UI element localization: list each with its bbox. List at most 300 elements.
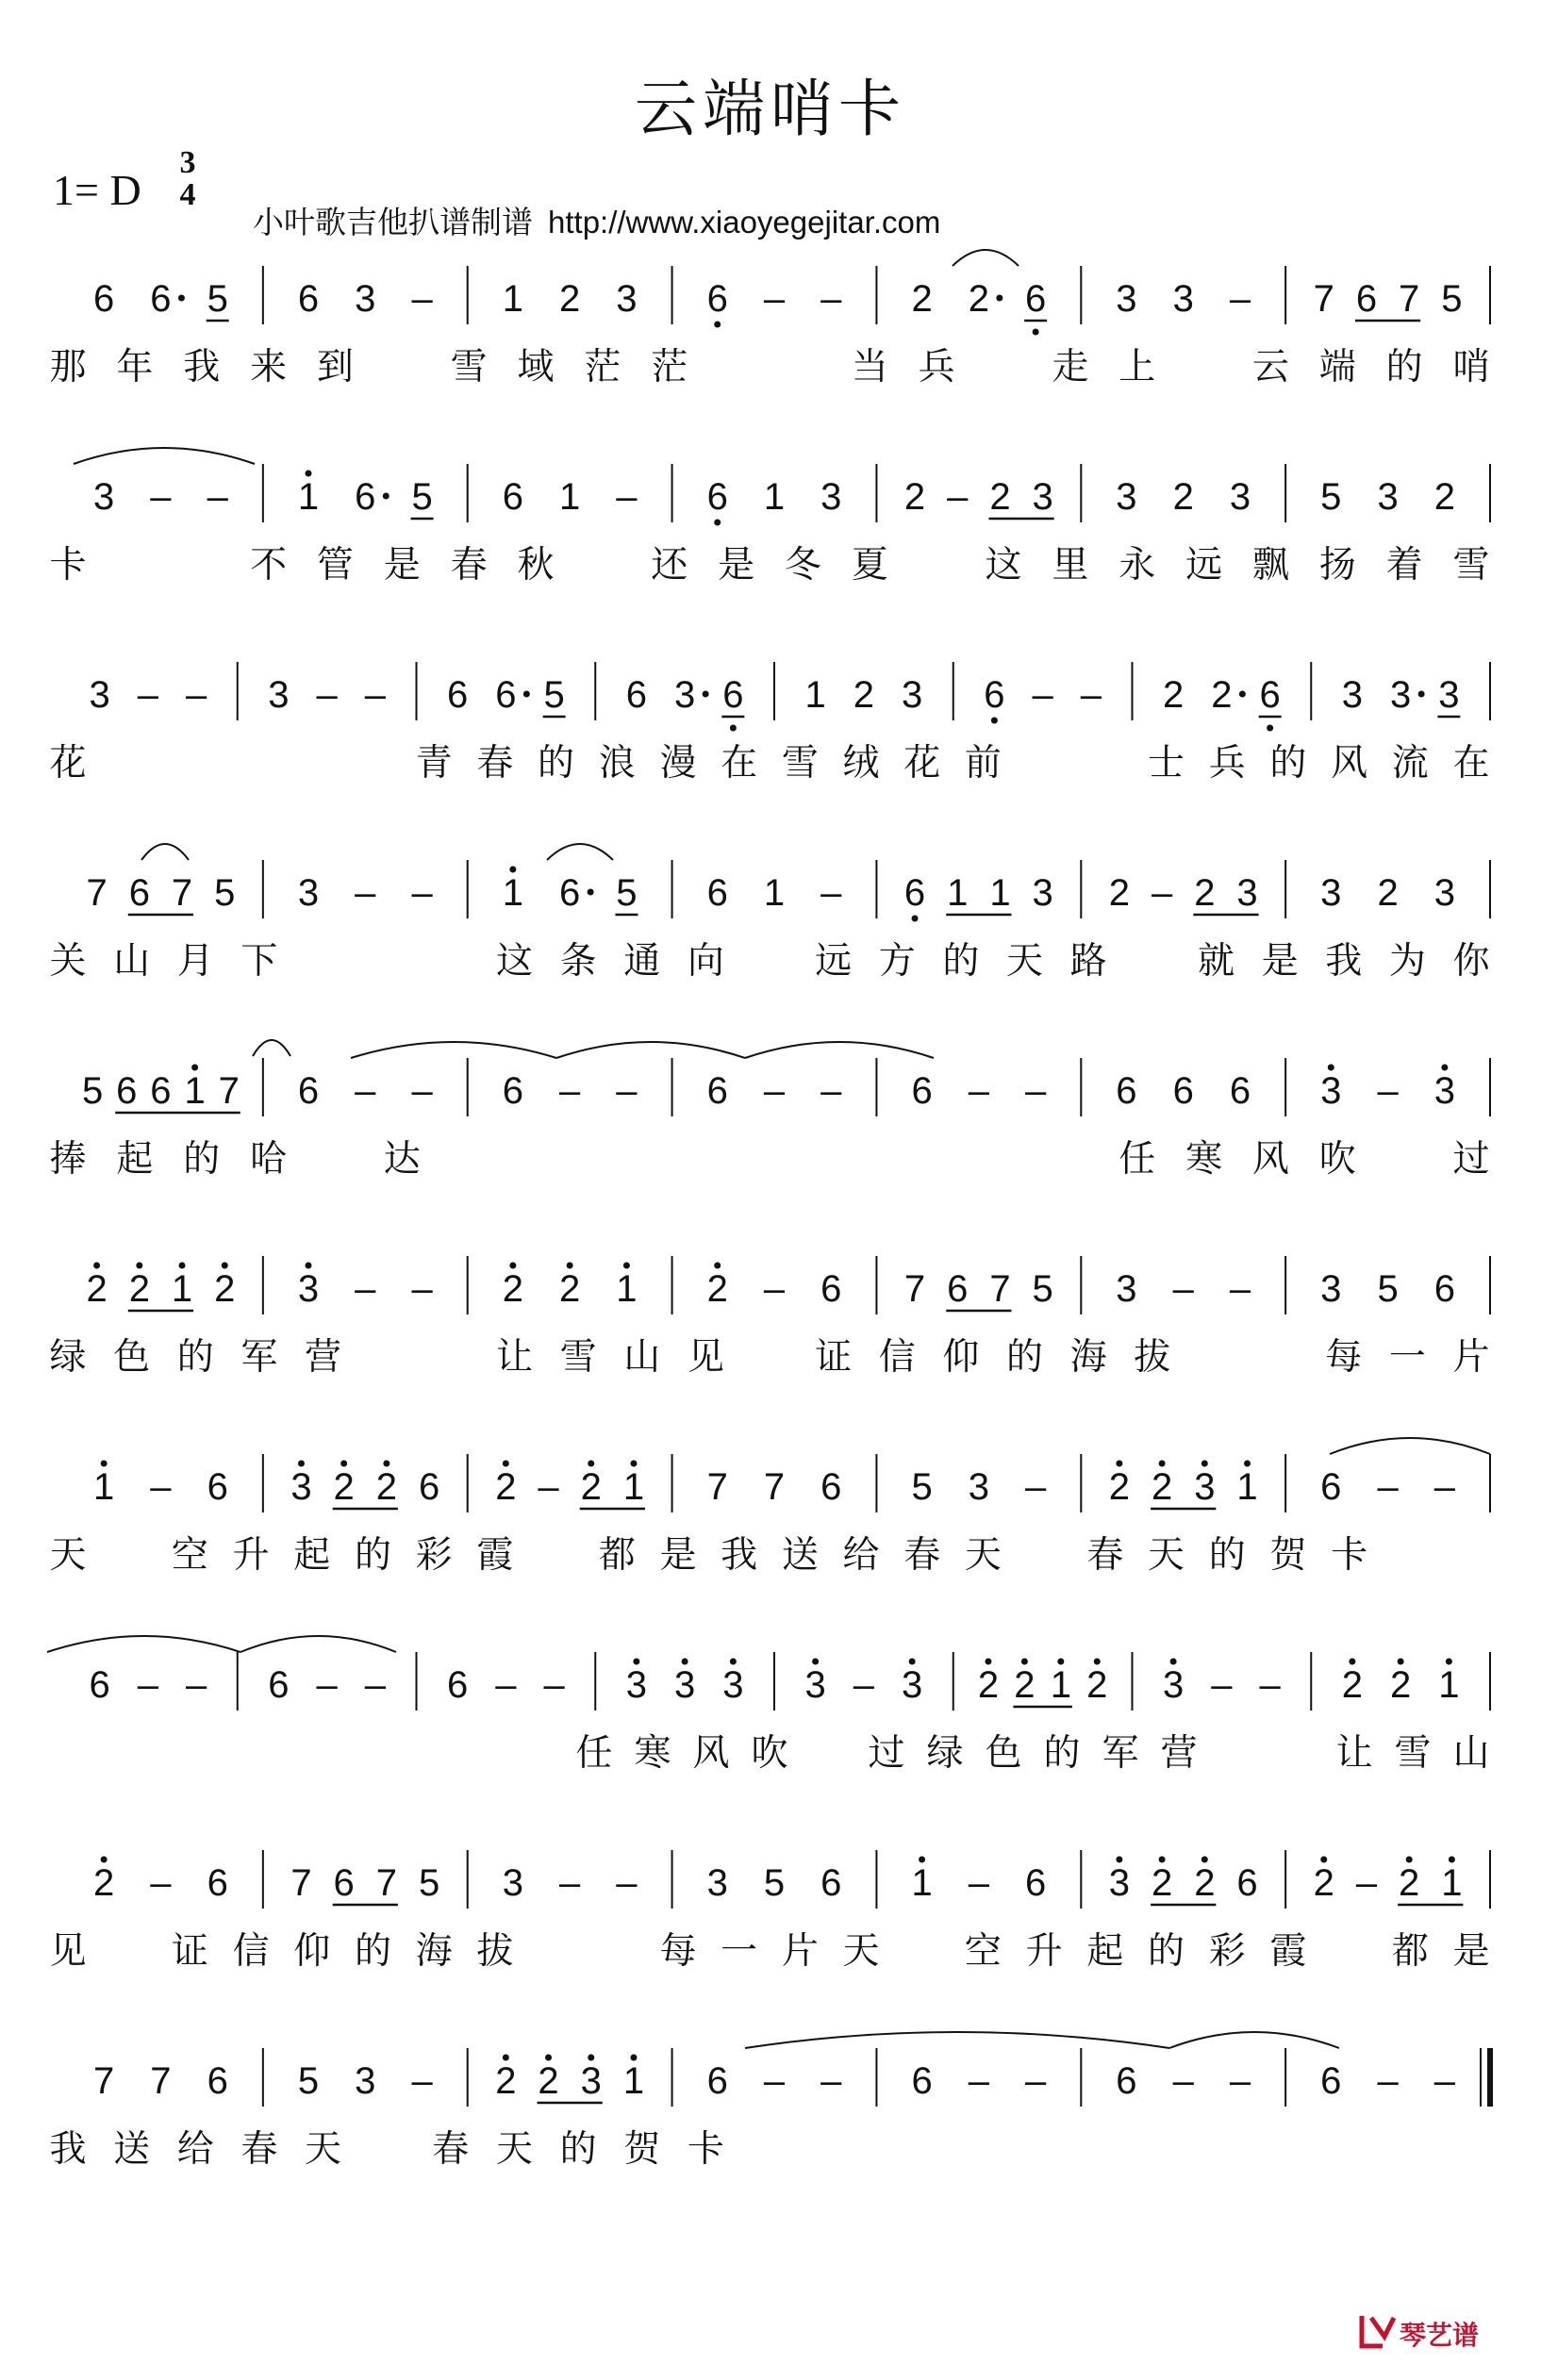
lyric-char: 下 xyxy=(240,940,278,983)
note: – xyxy=(186,674,207,716)
slur-arc xyxy=(1330,1438,1490,1454)
lyric-char: 走 xyxy=(1052,346,1089,388)
note: 3 xyxy=(297,872,320,914)
lyric-char: 青 xyxy=(415,742,453,785)
octave-high-dot xyxy=(567,1263,573,1269)
note: 2 xyxy=(1194,1862,1216,1904)
octave-high-dot xyxy=(191,1065,198,1071)
note: 6 xyxy=(1025,278,1047,320)
note: 3 xyxy=(1320,1268,1342,1310)
lyric-char: 秋 xyxy=(517,544,555,587)
lyric-char: 我 xyxy=(183,346,221,388)
lyric-char: 兵 xyxy=(1208,742,1246,785)
note: – xyxy=(1377,1070,1399,1112)
note: 5 xyxy=(543,674,565,716)
note: 5 xyxy=(411,476,433,518)
note: 2 xyxy=(93,1862,115,1904)
note: 7 xyxy=(763,1466,786,1508)
lyric-char: 升 xyxy=(232,1534,270,1577)
lyric-char: 夏 xyxy=(851,544,888,587)
note: – xyxy=(1229,2060,1251,2102)
note: 5 xyxy=(418,1862,440,1904)
note: – xyxy=(1355,1862,1378,1904)
note: 6 xyxy=(268,1664,290,1706)
note: 5 xyxy=(214,872,236,914)
note: – xyxy=(1151,872,1173,914)
note: 3 xyxy=(1172,278,1194,320)
note: 2 xyxy=(989,476,1011,518)
lyric-char: 端 xyxy=(1318,346,1356,388)
lyric-char: 就 xyxy=(1197,940,1234,983)
note: 6 xyxy=(207,2060,228,2102)
note: 5 xyxy=(911,1466,933,1508)
note: 6 xyxy=(502,1070,523,1112)
note: 1 xyxy=(947,872,969,914)
lyric-char: 的 xyxy=(183,1138,221,1181)
octave-high-dot xyxy=(909,1659,916,1665)
note: 1 xyxy=(911,1862,933,1904)
lyric-char: 哈 xyxy=(250,1138,288,1181)
lyric-char: 是 xyxy=(718,544,755,587)
octave-high-dot xyxy=(1021,1659,1028,1665)
octave-high-dot xyxy=(1349,1659,1355,1665)
note: 2 xyxy=(375,1466,398,1508)
octave-high-dot xyxy=(306,471,312,477)
note: 2 xyxy=(1211,674,1233,716)
note: 3 xyxy=(1229,476,1251,518)
slur-arc xyxy=(351,1042,556,1058)
source-url: http://www.xiaoyegejitar.com xyxy=(548,205,941,240)
note: 7 xyxy=(375,1862,398,1904)
lyric-char: 是 xyxy=(1261,940,1299,983)
slur-arc xyxy=(1169,2032,1339,2048)
lyric-char: 绿 xyxy=(49,1336,87,1379)
lyric-char: 拔 xyxy=(1134,1336,1171,1379)
lyric-char: 当 xyxy=(851,346,888,388)
lyric-char: 向 xyxy=(687,940,724,983)
note: – xyxy=(355,1268,376,1310)
note: 1 xyxy=(184,1070,206,1112)
note: 2 xyxy=(1108,872,1131,914)
note: – xyxy=(1377,2060,1399,2102)
lyric-char: 任 xyxy=(1118,1138,1156,1181)
lyric-char: 达 xyxy=(383,1138,421,1181)
augmentation-dot xyxy=(1239,691,1246,698)
note: – xyxy=(763,2060,786,2102)
note: 6 xyxy=(706,278,728,320)
lyric-char: 风 xyxy=(1331,742,1368,785)
note: – xyxy=(968,1862,989,1904)
note: 2 xyxy=(495,1466,517,1508)
note: 5 xyxy=(81,1070,104,1112)
lyric-char: 捧 xyxy=(49,1138,87,1181)
note: – xyxy=(559,1070,581,1112)
note: 6 xyxy=(903,872,926,914)
note: 6 xyxy=(447,1664,469,1706)
note: 6 xyxy=(722,674,744,716)
slur-arc xyxy=(547,844,613,860)
lyric-char: 着 xyxy=(1385,544,1423,587)
note: 2 xyxy=(559,278,581,320)
lyric-char: 卡 xyxy=(49,544,87,587)
note: – xyxy=(763,1268,786,1310)
time-signature-top: 3 xyxy=(179,145,196,180)
lyric-char: 起 xyxy=(116,1138,154,1181)
lyric-char: 春 xyxy=(903,1534,941,1577)
octave-high-dot xyxy=(1201,1461,1208,1467)
note: 6 xyxy=(150,1070,172,1112)
lyric-char: 我 xyxy=(49,2128,87,2171)
note: 6 xyxy=(911,1070,933,1112)
lyric-char: 这 xyxy=(985,544,1022,587)
note: 1 xyxy=(616,1268,638,1310)
octave-high-dot xyxy=(1406,1857,1413,1863)
note: – xyxy=(355,1070,376,1112)
lyric-char: 天 xyxy=(1006,940,1044,983)
lyric-char: 色 xyxy=(113,1336,151,1379)
note: 3 xyxy=(1377,476,1399,518)
note: 3 xyxy=(1116,278,1137,320)
lyric-char: 每 xyxy=(1325,1336,1363,1379)
lyric-char: 空 xyxy=(171,1534,208,1577)
note: 5 xyxy=(616,872,638,914)
lyric-char: 片 xyxy=(1452,1336,1490,1379)
slur-arc xyxy=(74,448,255,464)
slur-arc xyxy=(253,1040,290,1056)
note: 6 xyxy=(207,1466,228,1508)
note: 2 xyxy=(1313,1862,1334,1904)
note: 2 xyxy=(128,1268,150,1310)
note: – xyxy=(820,872,842,914)
note: 2 xyxy=(1341,1664,1363,1706)
lyric-char: 的 xyxy=(1148,1930,1185,1973)
slur-arc xyxy=(745,1042,934,1058)
note: 6 xyxy=(89,1664,110,1706)
note: – xyxy=(538,1466,559,1508)
note: 6 xyxy=(1116,1070,1137,1112)
note: – xyxy=(411,2060,433,2102)
note: – xyxy=(1229,278,1251,320)
lyric-char: 过 xyxy=(1452,1138,1490,1181)
note: – xyxy=(853,1664,874,1706)
note: 2 xyxy=(86,1268,108,1310)
augmentation-dot xyxy=(703,691,709,698)
lyric-char: 证 xyxy=(815,1336,853,1379)
lyric-char: 前 xyxy=(964,742,1002,785)
octave-high-dot xyxy=(1441,1065,1448,1071)
octave-high-dot xyxy=(1398,1659,1404,1665)
lyric-char: 都 xyxy=(1391,1930,1429,1973)
note: 1 xyxy=(559,476,581,518)
lyric-char: 的 xyxy=(1043,1732,1081,1775)
note: 3 xyxy=(580,2060,602,2102)
octave-high-dot xyxy=(1116,1857,1122,1863)
lyric-char: 路 xyxy=(1069,940,1107,983)
note: 3 xyxy=(902,674,923,716)
note: 5 xyxy=(1377,1268,1399,1310)
lyric-char: 哨 xyxy=(1452,346,1490,388)
note: – xyxy=(355,872,376,914)
note: 6 xyxy=(150,278,172,320)
note: 2 xyxy=(333,1466,355,1508)
lyric-char: 扬 xyxy=(1318,544,1356,587)
lyric-char: 营 xyxy=(1160,1732,1198,1775)
lyric-char: 在 xyxy=(721,742,758,785)
octave-high-dot xyxy=(1170,1659,1177,1665)
lyric-char: 山 xyxy=(113,940,151,983)
lyric-char: 风 xyxy=(1251,1138,1289,1181)
note: – xyxy=(616,1070,638,1112)
note: 6 xyxy=(502,476,523,518)
note: 6 xyxy=(706,476,728,518)
octave-high-dot xyxy=(298,1461,305,1467)
note: 2 xyxy=(559,1268,581,1310)
lyric-char: 绒 xyxy=(842,742,880,785)
note: – xyxy=(1229,1268,1251,1310)
lyric-char: 证 xyxy=(171,1930,208,1973)
lyric-char: 春 xyxy=(476,742,514,785)
octave-high-dot xyxy=(93,1263,100,1269)
octave-high-dot xyxy=(630,2055,637,2061)
octave-low-dot xyxy=(714,520,721,526)
lyric-char: 送 xyxy=(113,2128,151,2171)
lyric-char: 我 xyxy=(721,1534,758,1577)
note: 1 xyxy=(502,872,523,914)
note: 6 xyxy=(1236,1862,1258,1904)
note: 1 xyxy=(502,278,523,320)
note: 3 xyxy=(290,1466,312,1508)
lyric-char: 山 xyxy=(623,1336,661,1379)
note: 1 xyxy=(763,476,786,518)
note: 2 xyxy=(1399,1862,1420,1904)
lyric-char: 还 xyxy=(651,544,688,587)
lyric-char: 永 xyxy=(1118,544,1156,587)
octave-high-dot xyxy=(306,1263,312,1269)
note: 3 xyxy=(1438,674,1460,716)
lyric-char: 雪 xyxy=(450,346,488,388)
note: – xyxy=(1172,2060,1194,2102)
note: 7 xyxy=(989,1268,1011,1310)
note: 3 xyxy=(706,1862,728,1904)
lyric-char: 通 xyxy=(623,940,661,983)
note: – xyxy=(1433,2060,1455,2102)
lyric-char: 雪 xyxy=(1394,1732,1432,1775)
note: 6 xyxy=(93,278,115,320)
octave-high-dot xyxy=(503,2055,509,2061)
slur-arc xyxy=(953,250,1019,266)
note: 1 xyxy=(1438,1664,1460,1706)
note: 1 xyxy=(1441,1862,1463,1904)
note: 2 xyxy=(1151,1466,1173,1508)
lyric-char: 飘 xyxy=(1251,544,1289,587)
lyric-char: 让 xyxy=(1335,1732,1373,1775)
lyric-char: 远 xyxy=(815,940,853,983)
octave-high-dot xyxy=(1159,1461,1166,1467)
note: 6 xyxy=(706,1070,728,1112)
lyric-char: 春 xyxy=(1086,1534,1124,1577)
note: 6 xyxy=(447,674,469,716)
lyric-char: 条 xyxy=(559,940,597,983)
octave-low-dot xyxy=(714,322,721,328)
slur-arc xyxy=(240,1636,396,1652)
note: 6 xyxy=(820,1862,842,1904)
lyric-char: 我 xyxy=(1325,940,1363,983)
octave-high-dot xyxy=(1328,1065,1334,1071)
lyric-char: 的 xyxy=(1006,1336,1044,1379)
note: 3 xyxy=(1341,674,1363,716)
octave-high-dot xyxy=(1094,1659,1101,1665)
note: 3 xyxy=(902,1664,923,1706)
lyric-char: 寒 xyxy=(1185,1138,1223,1181)
time-signature-bottom: 4 xyxy=(179,177,196,212)
note: 2 xyxy=(1014,1664,1036,1706)
note: 6 xyxy=(1172,1070,1194,1112)
octave-high-dot xyxy=(509,1263,516,1269)
note: 2 xyxy=(911,278,933,320)
note: 6 xyxy=(1433,1268,1455,1310)
note: 5 xyxy=(1320,476,1342,518)
lyric-char: 是 xyxy=(383,544,421,587)
octave-high-dot xyxy=(985,1659,991,1665)
lyric-char: 那 xyxy=(49,346,87,388)
lyric-char: 山 xyxy=(1452,1732,1490,1775)
octave-high-dot xyxy=(630,1461,637,1467)
octave-high-dot xyxy=(633,1659,639,1665)
note: 3 xyxy=(268,674,290,716)
lyric-char: 的 xyxy=(538,742,575,785)
note: 3 xyxy=(1390,674,1412,716)
lyric-char: 春 xyxy=(240,2128,278,2171)
note: – xyxy=(1172,1268,1194,1310)
lyric-char: 天 xyxy=(49,1534,87,1577)
note: 3 xyxy=(1032,476,1053,518)
note: 3 xyxy=(674,674,696,716)
lyric-char: 卡 xyxy=(687,2128,724,2171)
lyric-char: 春 xyxy=(432,2128,470,2171)
octave-high-dot xyxy=(1201,1857,1208,1863)
note: – xyxy=(1080,674,1102,716)
octave-high-dot xyxy=(1159,1857,1166,1863)
note: – xyxy=(137,674,158,716)
slur-arc xyxy=(745,2032,1169,2048)
note: 2 xyxy=(1172,476,1194,518)
note: 6 xyxy=(706,872,728,914)
note: – xyxy=(763,1070,786,1112)
lyric-char: 拔 xyxy=(476,1930,514,1973)
octave-high-dot xyxy=(623,1263,630,1269)
lyric-char: 是 xyxy=(1452,1930,1490,1973)
lyric-char: 的 xyxy=(942,940,980,983)
lyric-char: 霞 xyxy=(1269,1930,1307,1973)
octave-high-dot xyxy=(1449,1857,1455,1863)
lyric-char: 给 xyxy=(842,1534,880,1577)
octave-low-dot xyxy=(912,916,919,922)
lyric-char: 天 xyxy=(842,1930,880,1973)
lyric-char: 管 xyxy=(316,544,354,587)
lyric-char: 彩 xyxy=(1208,1930,1246,1973)
note: – xyxy=(150,1862,172,1904)
lyric-char: 浪 xyxy=(598,742,636,785)
lyric-char: 花 xyxy=(903,742,941,785)
lyric-char: 天 xyxy=(964,1534,1002,1577)
note: 3 xyxy=(297,1268,320,1310)
note: 7 xyxy=(706,1466,728,1508)
note: 5 xyxy=(297,2060,320,2102)
note: 1 xyxy=(763,872,786,914)
octave-high-dot xyxy=(1057,1659,1064,1665)
page-title: 云端哨卡 xyxy=(635,73,906,145)
note: – xyxy=(364,674,386,716)
lyric-char: 彩 xyxy=(415,1534,453,1577)
note: 6 xyxy=(333,1862,355,1904)
note: 2 xyxy=(502,1268,523,1310)
augmentation-dot xyxy=(523,691,530,698)
note: 7 xyxy=(1399,278,1420,320)
note: – xyxy=(150,1466,172,1508)
lyric-char: 云 xyxy=(1251,346,1289,388)
lyric-char: 一 xyxy=(1388,1336,1426,1379)
octave-high-dot xyxy=(588,2055,594,2061)
lyric-char: 流 xyxy=(1391,742,1429,785)
note: 3 xyxy=(722,1664,744,1706)
lyric-char: 军 xyxy=(240,1336,278,1379)
lyric-char: 空 xyxy=(964,1930,1002,1973)
note: 7 xyxy=(171,872,193,914)
octave-high-dot xyxy=(383,1461,389,1467)
lyric-char: 军 xyxy=(1102,1732,1139,1775)
note: 2 xyxy=(1086,1664,1108,1706)
note: 6 xyxy=(820,1466,842,1508)
lyric-char: 寒 xyxy=(634,1732,671,1775)
octave-high-dot xyxy=(503,1461,509,1467)
note: 1 xyxy=(1236,1466,1258,1508)
note: 3 xyxy=(355,2060,376,2102)
lyric-char: 的 xyxy=(1269,742,1307,785)
lyric-char: 贺 xyxy=(623,2128,661,2171)
watermark-logo xyxy=(1356,2308,1498,2355)
note: 3 xyxy=(1032,872,1053,914)
augmentation-dot xyxy=(996,295,1002,302)
lyric-char: 月 xyxy=(176,940,214,983)
note: 5 xyxy=(207,278,228,320)
octave-high-dot xyxy=(588,1461,594,1467)
octave-high-dot xyxy=(682,1659,688,1665)
lyric-char: 士 xyxy=(1148,742,1185,785)
note: 6 xyxy=(625,674,647,716)
augmentation-dot xyxy=(383,493,389,500)
lyric-char: 片 xyxy=(781,1930,819,1973)
octave-high-dot xyxy=(714,1263,721,1269)
note: – xyxy=(411,1070,433,1112)
note: 7 xyxy=(150,2060,172,2102)
lyric-char: 送 xyxy=(781,1534,819,1577)
note: 1 xyxy=(1050,1664,1071,1706)
lyric-char: 霞 xyxy=(476,1534,514,1577)
octave-low-dot xyxy=(991,718,998,724)
note: 1 xyxy=(989,872,1011,914)
note: 1 xyxy=(804,674,826,716)
lyric-char: 每 xyxy=(659,1930,697,1973)
note: 1 xyxy=(297,476,320,518)
lyric-char: 春 xyxy=(450,544,488,587)
note: – xyxy=(186,1664,207,1706)
note: 6 xyxy=(1320,1466,1342,1508)
note: 6 xyxy=(297,1070,320,1112)
note: – xyxy=(411,1268,433,1310)
note: 2 xyxy=(903,476,926,518)
note: 2 xyxy=(1377,872,1399,914)
lyric-char: 海 xyxy=(1069,1336,1107,1379)
